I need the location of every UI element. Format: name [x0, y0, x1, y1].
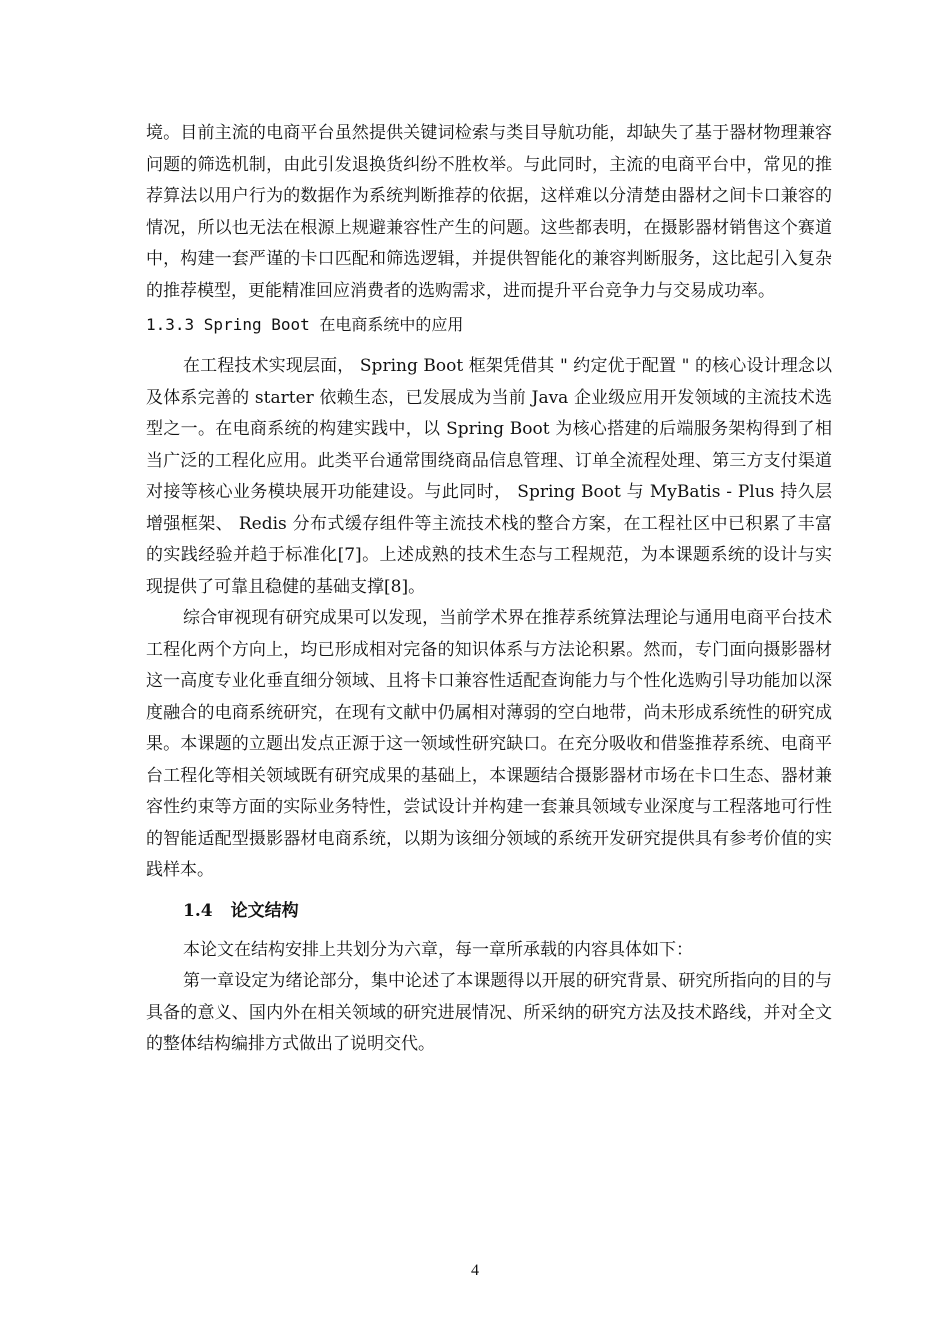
page-number: 4: [471, 1262, 479, 1279]
paragraph-research-summary: 综合审视现有研究成果可以发现，当前学术界在推荐系统算法理论与通用电商平台技术工程化两个方向上，均已形成相对完备的知识体系与方法论积累。然而，专门面向摄影器材这一高度专业化垂直细分领域、且将卡口兼容性适配查询能力与个性化选购引导功能加以深度融合的电商系统研究，在现有文献中仍属相对薄弱的空白地带，尚未形成系统性的研究成果。本课题的立题出发点正源于这一领域性研究缺口。在充分吸收和借鉴推荐系统、电商平台工程化等相关领域既有研究成果的基础上，本课题结合摄影器材市场在卡口生态、器材兼容性约束等方面的实际业务特性，尝试设计并构建一套兼具领域专业深度与工程落地可行性的智能适配型摄影器材电商系统，以期为该细分领域的系统开发研究提供具有参考价值的实践样本。: [146, 608, 832, 880]
paragraph-spring-boot: 在工程技术实现层面， Spring Boot 框架凭借其 " 约定优于配置 " 的核心设计理念以及体系完善的 starter 依赖生态，已发展成为当前 Java 企业级应用开发领域的主流技术选型之一。在电商系统的构建实践中，以 Spring Boot 为核心搭建的后端服务架构得到了相当广泛的工程化应用。此类平台通常围绕商品信息管理、订单全流程处理、第三方支付渠道对接等核心业务模块展开功能建设。与此同时， Spring Boot 与 MyBatis - Plus 持久层增强框架、 Redis 分布式缓存组件等主流技术栈的整合方案，在工程社区中已积累了丰富的实践经验并趋于标准化[7]。上述成熟的技术生态与工程规范，为本课题系统的设计与实现提供了可靠且稳健的基础支撑[8]。: [146, 356, 832, 597]
subsection-heading-1-3-3: 1.3.3 Spring Boot 在电商系统中的应用: [146, 315, 464, 334]
paragraph-continued: 境。目前主流的电商平台虽然提供关键词检索与类目导航功能，却缺失了基于器材物理兼容问题的筛选机制，由此引发退换货纠纷不胜枚举。与此同时，主流的电商平台中，常见的推荐算法以用户行为的数据作为系统判断推荐的依据，这样难以分清楚由器材之间卡口兼容的情况，所以也无法在根源上规避兼容性产生的问题。这些都表明，在摄影器材销售这个赛道中，构建一套严谨的卡口匹配和筛选逻辑，并提供智能化的兼容判断服务，这比起引入复杂的推荐模型，更能精准回应消费者的选购需求，进而提升平台竞争力与交易成功率。: [146, 123, 832, 301]
section-number: 1.4: [183, 900, 213, 921]
section-heading-1-4: [146, 887, 832, 935]
paragraph-chapter-one: 第一章设定为绪论部分，集中论述了本课题得以开展的研究背景、研究所指向的目的与具备的意义、国内外在相关领域的研究进展情况、所采纳的研究方法及技术路线，并对全文的整体结构编排方式做出了说明交代。: [146, 971, 832, 1054]
paragraph-structure-intro: 本论文在结构安排上共划分为六章，每一章所承载的内容具体如下：: [183, 939, 693, 960]
page-body: [146, 118, 832, 1061]
section-title: 论文结构: [230, 900, 299, 921]
